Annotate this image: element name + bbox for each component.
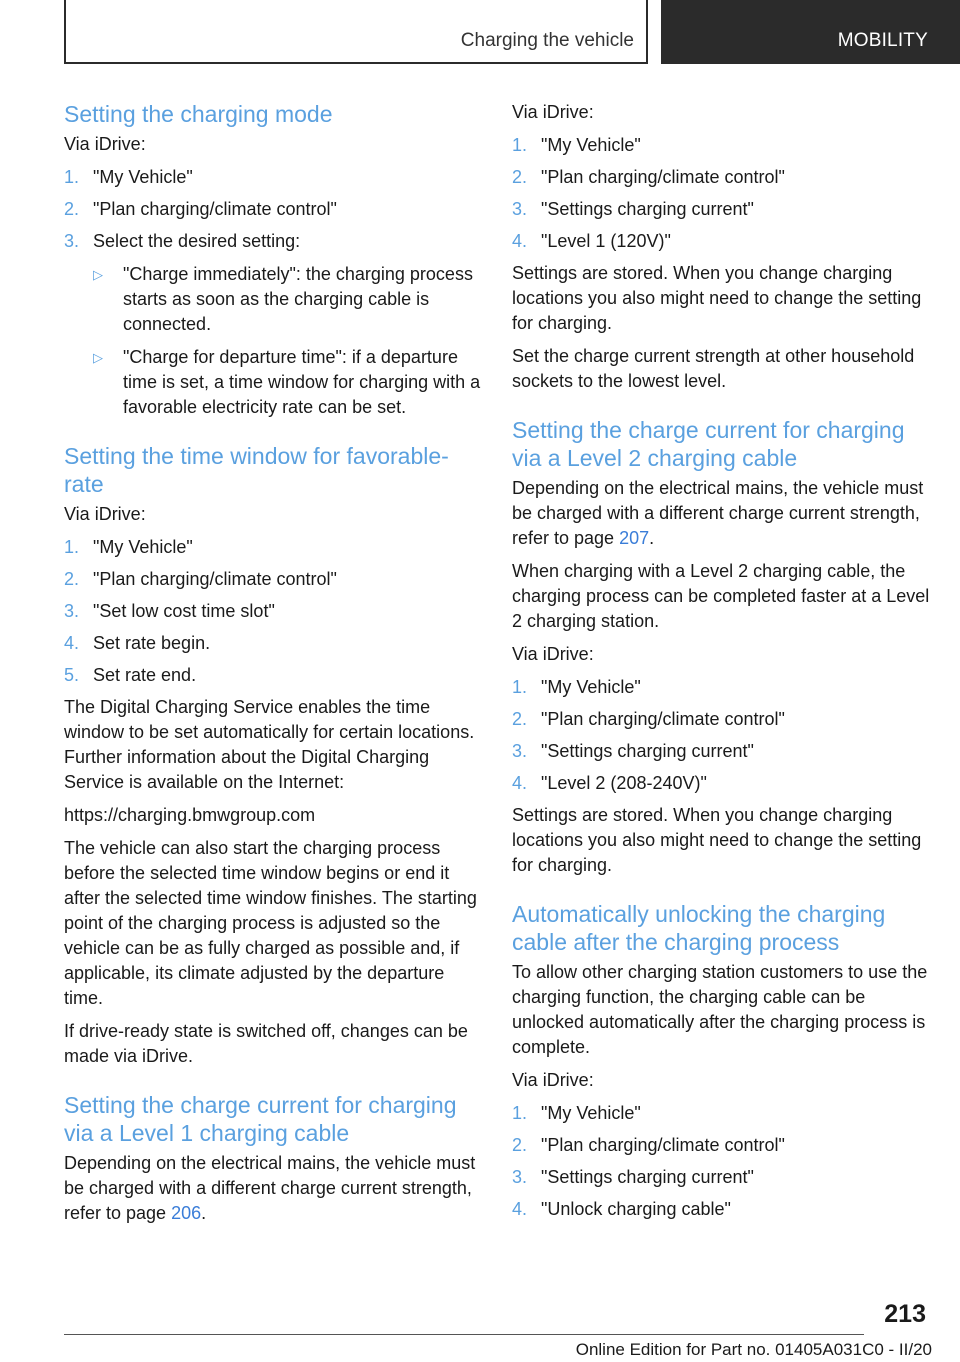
via-idrive: Via iDrive: (512, 1070, 594, 1090)
page-link-207[interactable]: 207 (619, 528, 650, 548)
step: 4. Set rate begin. (64, 631, 482, 656)
heading-level1: Setting the charge current for charging via a Level 1 charging cable (64, 1092, 457, 1146)
step: 3. "Settings charging current" (512, 739, 930, 764)
step: 1. "My Vehicle" (64, 165, 482, 190)
step: 1. "My Vehicle" (64, 535, 482, 560)
page-number: 213 (884, 1300, 926, 1328)
paragraph: The Digital Charging Service enables the time window to be set automatically for certain locations. Further information about the Digital Charging Service is available on the Internet: (64, 697, 475, 792)
header-section-box (661, 0, 960, 64)
step: 1. "My Vehicle" (512, 1101, 930, 1126)
option-item: ▷ "Charge immediately": the charging process starts as soon as the charging cable is connected. (93, 264, 473, 334)
heading-time-window: Setting the time window for favorable-rate (64, 443, 449, 497)
right-column (512, 100, 930, 1229)
heading-unlock-cable: Automatically unlocking the charging cable after the charging process (512, 901, 886, 955)
steps-level1 (512, 133, 930, 254)
step-number: 3. (64, 231, 80, 251)
step: 4. "Unlock charging cable" (512, 1197, 930, 1222)
step: 2. "Plan charging/climate control" (512, 707, 930, 732)
step-number: 1. (64, 537, 80, 557)
heading-level2: Setting the charge current for charging via a Level 2 charging cable (512, 417, 905, 471)
triangle-bullet-icon: ▷ (93, 267, 103, 282)
header-section: MOBILITY (837, 30, 928, 51)
via-idrive: Via iDrive: (512, 102, 594, 122)
step: 4. "Level 1 (120V)" (512, 229, 930, 254)
paragraph: Depending on the electrical mains, the vehicle must be charged with a different charge current strength, refer to page 206. (64, 1153, 476, 1223)
step-number: 4. (512, 1199, 528, 1219)
steps-level2 (512, 675, 930, 796)
via-idrive: Via iDrive: (64, 134, 146, 154)
heading-charging-mode: Setting the charging mode (64, 101, 333, 127)
paragraph: Settings are stored. When you change charging locations you also might need to change the setting for charging. (512, 805, 922, 875)
footer-divider (64, 1334, 864, 1335)
left-column (64, 100, 482, 1234)
step-number: 2. (64, 569, 80, 589)
header-title: Charging the vehicle (460, 30, 634, 51)
via-idrive: Via iDrive: (512, 644, 594, 664)
step-number: 1. (512, 135, 528, 155)
step-number: 1. (512, 677, 528, 697)
step-number: 3. (512, 199, 528, 219)
step-number: 4. (512, 773, 528, 793)
step-number: 2. (64, 199, 80, 219)
step-number: 3. (64, 601, 80, 621)
step: 3. "Settings charging current" (512, 1165, 930, 1190)
step: 3. "Set low cost time slot" (64, 599, 482, 624)
steps-unlock-cable (512, 1101, 930, 1222)
via-idrive: Via iDrive: (64, 504, 146, 524)
step-number: 5. (64, 665, 80, 685)
step: 3. Select the desired setting: ▷ "Charge immediately": the charging process starts as soon as the charging cable is connected. ▷ "Charge for departure time": if a departure time is set, a time window for charging with a favorable electricity rate can be set. (64, 229, 482, 420)
step: 1. "My Vehicle" (512, 133, 930, 158)
step: 2. "Plan charging/climate control" (512, 165, 930, 190)
page-link-206[interactable]: 206 (171, 1203, 202, 1223)
step-number: 4. (64, 633, 80, 653)
paragraph: Depending on the electrical mains, the vehicle must be charged with a different charge current strength, refer to page 207. (512, 478, 924, 548)
step: 4. "Level 2 (208-240V)" (512, 771, 930, 796)
url-text: https://charging.bmwgroup.com (64, 805, 316, 825)
triangle-bullet-icon: ▷ (93, 350, 103, 365)
steps-charging-mode (64, 165, 482, 420)
step-number: 2. (512, 1135, 528, 1155)
paragraph: Set the charge current strength at other household sockets to the lowest level. (512, 346, 915, 391)
step: 2. "Plan charging/climate control" (64, 567, 482, 592)
step-number: 3. (512, 1167, 528, 1187)
paragraph: The vehicle can also start the charging process before the selected time window begins or end it after the selected time window finishes. The starting point of the charging process is adjusted so the vehicle can be as fully charged as possible and, if applicable, its climate adjusted by the departure time. (64, 838, 477, 1008)
step-number: 4. (512, 231, 528, 251)
paragraph: To allow other charging station customers to use the charging function, the charging cable can be unlocked automatically after the charging process is complete. (512, 962, 928, 1057)
setting-options (93, 262, 482, 420)
step-number: 2. (512, 709, 528, 729)
paragraph: If drive-ready state is switched off, changes can be made via iDrive. (64, 1021, 468, 1066)
step-number: 1. (64, 167, 80, 187)
paragraph: When charging with a Level 2 charging cable, the charging process can be completed faster at a Level 2 charging station. (512, 561, 930, 631)
paragraph: Settings are stored. When you change charging locations you also might need to change the setting for charging. (512, 263, 922, 333)
step: 1. "My Vehicle" (512, 675, 930, 700)
step: 3. "Settings charging current" (512, 197, 930, 222)
header-title-box (64, 0, 648, 64)
step: 2. "Plan charging/climate control" (512, 1133, 930, 1158)
footer-edition: Online Edition for Part no. 01405A031C0 - II/20 (575, 1340, 932, 1359)
step-number: 2. (512, 167, 528, 187)
step-number: 3. (512, 741, 528, 761)
step: 5. Set rate end. (64, 663, 482, 688)
steps-time-window (64, 535, 482, 688)
step: 2. "Plan charging/climate control" (64, 197, 482, 222)
option-item: ▷ "Charge for departure time": if a departure time is set, a time window for charging with a favorable electricity rate can be set. (93, 347, 481, 417)
step-number: 1. (512, 1103, 528, 1123)
